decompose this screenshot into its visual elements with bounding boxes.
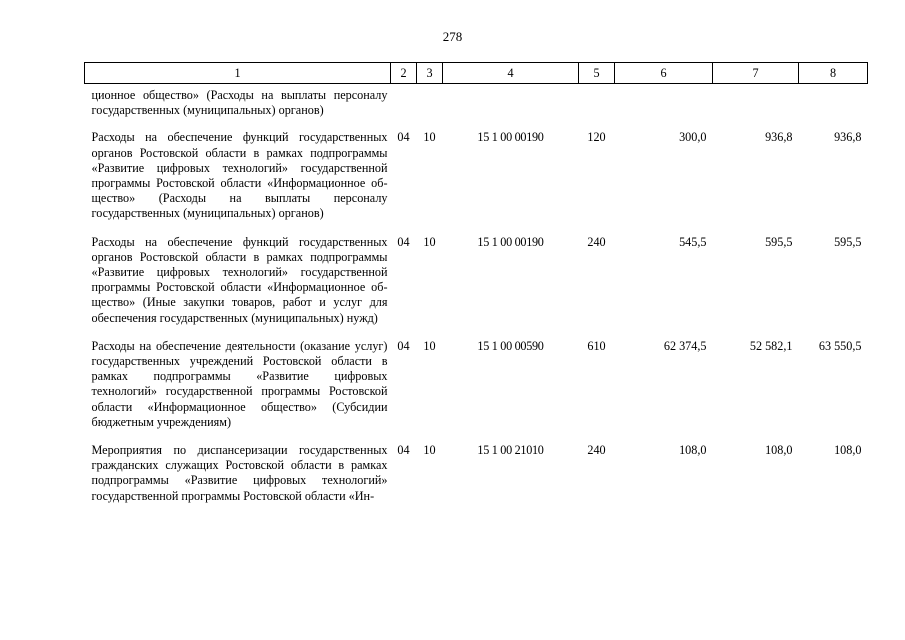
header-col-6: 6 [615,63,713,84]
row-section: 04 [397,234,410,249]
row-sum-2: 52 582,1 [749,338,793,353]
header-row [85,63,868,84]
table-row [85,233,868,337]
row-sum-2: 108,0 [765,443,793,458]
header-col-4: 4 [443,63,579,84]
row-expense-type: 120 [587,130,606,145]
budget-table [84,62,868,515]
row-subsection: 10 [423,130,436,145]
table-row-continuation [85,84,868,129]
header-col-7: 7 [713,63,799,84]
row-sum-1: 62 374,5 [663,338,707,353]
row-section: 04 [397,338,410,353]
page-number: 278 [442,29,463,44]
row-sum-3: 595,5 [834,234,862,249]
header-col-1: 1 [85,63,391,84]
row-sum-3: 63 550,5 [818,338,862,353]
header-col-3: 3 [417,63,443,84]
table-body [85,84,868,515]
row-section: 04 [397,130,410,145]
row-expense-type: 240 [587,443,606,458]
row-target-code: 15 1 00 21010 [477,443,544,458]
row-description: Расходы на обеспечение функций государственных органов Ростовской области в рамках подпрограммы «Развитие цифровых технологий» государственной программы Ростовской области «Информационное общество» (Расходы на выплаты персоналу государственных (муниципальных) органов) [91,130,388,221]
row-description: ционное общество» (Расходы на выплаты персоналу государственных (муниципальных) органов) [91,88,388,118]
row-description: Мероприятия по диспансеризации государственных гражданских служащих Ростовской области в рамках подпрограммы «Развитие цифровых технологий» государственной программы Ростовской области «Ин- [91,443,388,503]
row-sum-3: 936,8 [834,130,862,145]
row-expense-type: 610 [587,338,606,353]
row-subsection: 10 [423,338,436,353]
row-target-code: 15 1 00 00190 [477,130,544,145]
table-row [85,337,868,441]
table-row [85,128,868,232]
header-col-5: 5 [579,63,615,84]
row-sum-1: 545,5 [679,234,707,249]
row-description: Расходы на обеспечение деятельности (оказание услуг) государственных учреждений Ростовской области в рамках подпрограммы «Развитие цифровых технологий» государственной программы Ростовской области «Информационное общество» (Субсидии бюджетным учреждениям) [91,338,388,429]
table-header [85,63,868,84]
row-sum-1: 300,0 [679,130,707,145]
row-section: 04 [397,443,410,458]
row-sum-2: 936,8 [765,130,793,145]
row-sum-2: 595,5 [765,234,793,249]
row-sum-1: 108,0 [679,443,707,458]
header-col-2: 2 [391,63,417,84]
row-target-code: 15 1 00 00590 [477,338,544,353]
row-expense-type: 240 [587,234,606,249]
table-row [85,441,868,515]
row-description: Расходы на обеспечение функций государственных органов Ростовской области в рамках подпрограммы «Развитие цифровых технологий» государственной программы Ростовской области «Информационное общество» (Иные закупки товаров, работ и услуг для обеспечения государственных (муниципальных) нужд) [91,234,388,325]
row-subsection: 10 [423,443,436,458]
header-col-8: 8 [799,63,868,84]
row-sum-3: 108,0 [834,443,862,458]
row-target-code: 15 1 00 00190 [477,234,544,249]
row-subsection: 10 [423,234,436,249]
